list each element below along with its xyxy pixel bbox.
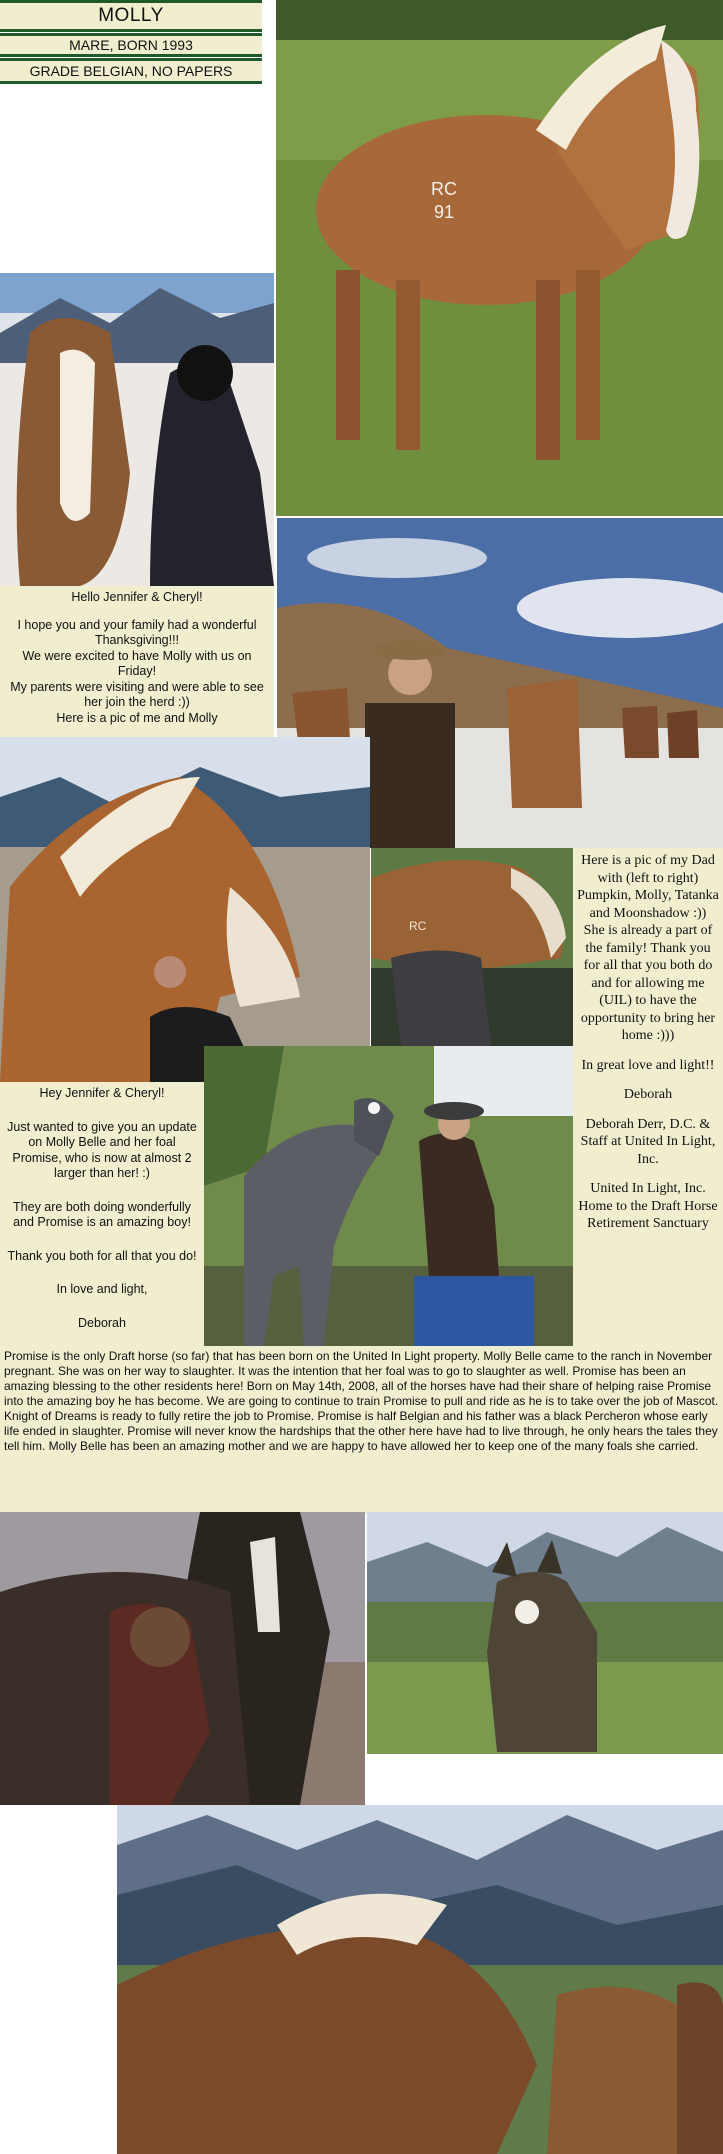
note-paragraph: They are both doing wonderfully and Promise is an amazing boy!: [13, 1199, 191, 1229]
svg-text:RC: RC: [409, 919, 427, 933]
note-greeting: Hey Jennifer & Cheryl!: [39, 1086, 165, 1100]
promise-story-text: Promise is the only Draft horse (so far) that has been born on the United In Light property. Molly Belle came to the ranch in November pregnant. She was on her way to slaughter. It was the intention that her foal was to go to slaughter as well. Promise has been an amazing blessing to the other residents here! Born on May 14th, 2008, all of the horses have had their share of helping raise Promise into the amazing boy he has become. We are going to continue to train Promise to pull and ride as he is to take over the job of Mascot. Knight of Dreams is ready to fully retire the job to Promise. Promise is half Belgian and his father was a black Percheron whose early life ended in slaughter. Promise will never know the hardships that the other here have had to live through, he only hears the tales they tell him. Molly Belle has been an amazing mother and we are happy to have allowed her to keep one of the many foals she carried.: [0, 1346, 723, 1514]
horse-name-title: MOLLY: [0, 0, 262, 32]
foal-in-field-photo: [367, 1512, 723, 1754]
note-paragraph: United In Light, Inc. Home to the Draft Horse Retirement Sanctuary: [578, 1181, 718, 1231]
note-line: I hope you and your family had a wonderful Thanksgiving!!!: [17, 617, 257, 647]
update-note: [0, 1082, 204, 1346]
note-paragraph: In love and light,: [56, 1282, 148, 1296]
note-line: Here is a pic of me and Molly: [56, 710, 218, 725]
note-paragraph: Just wanted to give you an update on Molly Belle and her foal Promise, who is now at almost 2 larger than her! :): [7, 1119, 197, 1180]
dad-photo-note: [573, 848, 723, 1346]
thanksgiving-note: [0, 586, 274, 737]
note-paragraph: She is already a part of the family! Thank you for all that you both do and for allowing me (UIL) to have the opportunity to bring her home :))): [580, 923, 716, 1043]
note-paragraph: Thank you both for all that you do!: [7, 1248, 197, 1263]
herd-mountains-photo: [117, 1805, 723, 2154]
molly-with-rider-photo: [0, 273, 274, 586]
cowboy-with-foal-photo: [204, 1046, 573, 1346]
note-greeting: Hello Jennifer & Cheryl!: [71, 590, 203, 604]
note-paragraph: Here is a pic of my Dad with (left to right) Pumpkin, Molly, Tatanka and Moonshadow :)): [577, 853, 719, 921]
note-line: We were excited to have Molly with us on Friday!: [22, 648, 252, 678]
horse-breed-info: GRADE BELGIAN, NO PAPERS: [0, 58, 262, 84]
note-line: My parents were visiting and were able to see her join the herd :)): [10, 679, 264, 709]
note-paragraph: Deborah Derr, D.C. & Staff at United In Light, Inc.: [580, 1116, 716, 1167]
molly-with-foal-photo: [371, 848, 573, 1046]
note-signature: Deborah: [623, 1087, 673, 1102]
note-signature: Deborah: [78, 1315, 126, 1330]
svg-text:RC: RC: [431, 179, 457, 199]
svg-text:91: 91: [434, 202, 455, 222]
molly-closeup-photo: [0, 737, 370, 1082]
note-paragraph: In great love and light!!: [581, 1057, 715, 1073]
molly-pasture-photo: [276, 0, 723, 516]
woman-with-horse-photo: [0, 1512, 365, 1805]
horse-birth-info: MARE, BORN 1993: [0, 33, 262, 57]
